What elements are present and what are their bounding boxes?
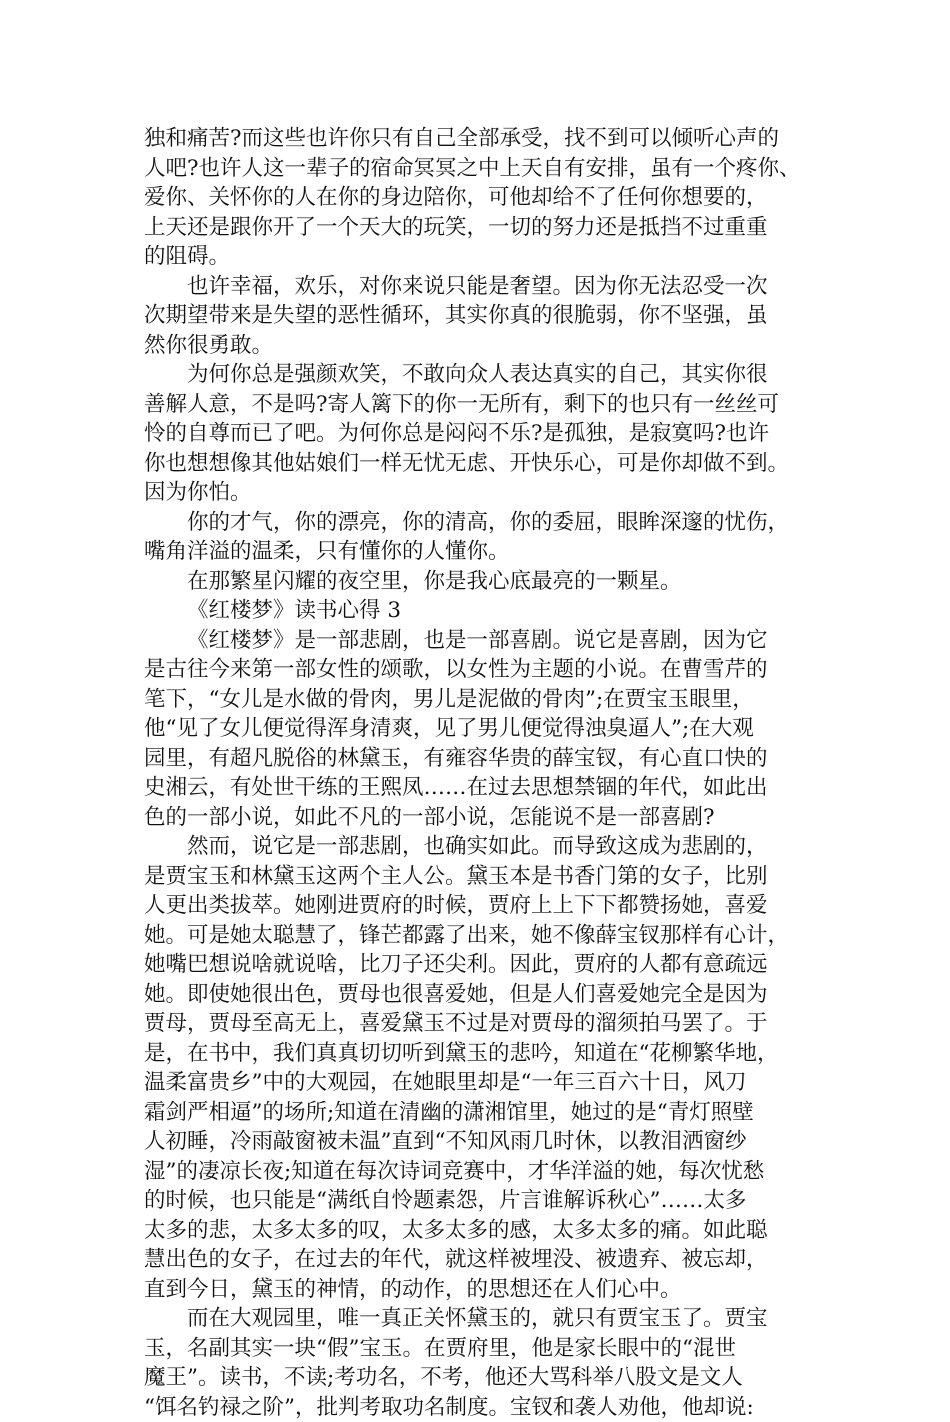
paragraph xyxy=(144,360,824,508)
text-line: 而在大观园里，唯一真正关怀黛玉的，就只有贾宝玉了。贾宝 xyxy=(144,1304,824,1334)
text-line: 温柔富贵乡”中的大观园，在她眼里却是“一年三百六十日，风刀 xyxy=(144,1068,824,1098)
text-line: 她。即使她很出色，贾母也很喜爱她，但是人们喜爱她完全是因为 xyxy=(144,980,824,1010)
text-line: 人更出类拔萃。她刚进贾府的时候，贾府上上下下都赞扬她，喜爱 xyxy=(144,891,824,921)
paragraph xyxy=(144,567,824,597)
text-line: 人吧?也许人这一辈子的宿命冥冥之中上天自有安排，虽有一个疼你、 xyxy=(144,154,824,184)
text-line: 史湘云，有处世干练的王熙凤……在过去思想禁锢的年代，如此出 xyxy=(144,773,824,803)
text-line: 他“见了女儿便觉得浑身清爽，见了男儿便觉得浊臭逼人”;在大观 xyxy=(144,714,824,744)
text-line: 贾母，贾母至高无上，喜爱黛玉不过是对贾母的溜须拍马罢了。于 xyxy=(144,1009,824,1039)
text-line: 她。可是她太聪慧了，锋芒都露了出来，她不像薛宝钗那样有心计， xyxy=(144,921,824,951)
paragraph xyxy=(144,124,824,272)
text-line: 直到今日，黛玉的神情，的动作，的思想还在人们心中。 xyxy=(144,1275,824,1305)
text-line: 上天还是跟你开了一个天大的玩笑，一切的努力还是抵挡不过重重 xyxy=(144,213,824,243)
text-line: 的时候，也只能是“满纸自怜题素怨，片言谁解诉秋心”……太多 xyxy=(144,1186,824,1216)
text-line: “饵名钓禄之阶”，批判考取功名制度。宝钗和袭人劝他，他却说: xyxy=(144,1393,824,1422)
text-line: 园里，有超凡脱俗的林黛玉，有雍容华贵的薛宝钗，有心直口快的 xyxy=(144,744,824,774)
text-line: 也许幸福，欢乐，对你来说只能是奢望。因为你无法忍受一次 xyxy=(144,272,824,302)
text-line: 慧出色的女子，在过去的年代，就这样被埋没、被遗弃、被忘却， xyxy=(144,1245,824,1275)
text-line: 是古往今来第一部女性的颂歌，以女性为主题的小说。在曹雪芹的 xyxy=(144,655,824,685)
paragraph xyxy=(144,508,824,567)
text-line: 你的才气，你的漂亮，你的清高，你的委屈，眼眸深邃的忧伤， xyxy=(144,508,824,538)
text-line: 爱你、关怀你的人在你的身边陪你，可他却给不了任何你想要的， xyxy=(144,183,824,213)
text-line: 的阻碍。 xyxy=(144,242,824,272)
text-line: 是，在书中，我们真真切切听到黛玉的悲吟，知道在“花柳繁华地， xyxy=(144,1039,824,1069)
text-line: 嘴角洋溢的温柔，只有懂你的人懂你。 xyxy=(144,537,824,567)
text-line: 霜剑严相逼”的场所;知道在清幽的潇湘馆里，她过的是“青灯照壁 xyxy=(144,1098,824,1128)
text-line: 然你很勇敢。 xyxy=(144,331,824,361)
text-line: 怜的自尊而已了吧。为何你总是闷闷不乐?是孤独，是寂寞吗?也许 xyxy=(144,419,824,449)
text-line: 是贾宝玉和林黛玉这两个主人公。黛玉本是书香门第的女子，比别 xyxy=(144,862,824,892)
text-line: 因为你怕。 xyxy=(144,478,824,508)
text-line: 人初睡，冷雨敲窗被未温”直到“不知风雨几时休，以教泪洒窗纱 xyxy=(144,1127,824,1157)
text-line: 《红楼梦》是一部悲剧，也是一部喜剧。说它是喜剧，因为它 xyxy=(144,626,824,656)
text-line: 魔王”。读书，不读;考功名，不考，他还大骂科举八股文是文人 xyxy=(144,1363,824,1393)
text-line: 在那繁星闪耀的夜空里，你是我心底最亮的一颗星。 xyxy=(144,567,824,597)
paragraph xyxy=(144,1304,824,1422)
text-line: 然而，说它是一部悲剧，也确实如此。而导致这成为悲剧的， xyxy=(144,832,824,862)
text-line: 为何你总是强颜欢笑，不敢向众人表达真实的自己，其实你很 xyxy=(144,360,824,390)
text-line: 玉，名副其实一块“假”宝玉。在贾府里，他是家长眼中的“混世 xyxy=(144,1334,824,1364)
paragraph xyxy=(144,596,824,626)
text-line: 独和痛苦?而这些也许你只有自己全部承受，找不到可以倾听心声的 xyxy=(144,124,824,154)
text-line: 色的一部小说，如此不凡的一部小说，怎能说不是一部喜剧? xyxy=(144,803,824,833)
paragraph xyxy=(144,832,824,1304)
text-line: 湿”的凄凉长夜;知道在每次诗词竞赛中，才华洋溢的她，每次忧愁 xyxy=(144,1157,824,1187)
paragraph xyxy=(144,272,824,361)
text-line: 《红楼梦》读书心得 3 xyxy=(144,596,824,626)
text-line: 次期望带来是失望的恶性循环，其实你真的很脆弱，你不坚强，虽 xyxy=(144,301,824,331)
text-line: 她嘴巴想说啥就说啥，比刀子还尖利。因此，贾府的人都有意疏远 xyxy=(144,950,824,980)
document-body xyxy=(144,124,824,1422)
text-line: 太多的悲，太多太多的叹，太多太多的感，太多太多的痛。如此聪 xyxy=(144,1216,824,1246)
paragraph xyxy=(144,626,824,833)
text-line: 善解人意，不是吗?寄人篱下的你一无所有，剩下的也只有一丝丝可 xyxy=(144,390,824,420)
text-line: 笔下，“女儿是水做的骨肉，男儿是泥做的骨肉”;在贾宝玉眼里， xyxy=(144,685,824,715)
text-line: 你也想想像其他姑娘们一样无忧无虑、开快乐心，可是你却做不到。 xyxy=(144,449,824,479)
